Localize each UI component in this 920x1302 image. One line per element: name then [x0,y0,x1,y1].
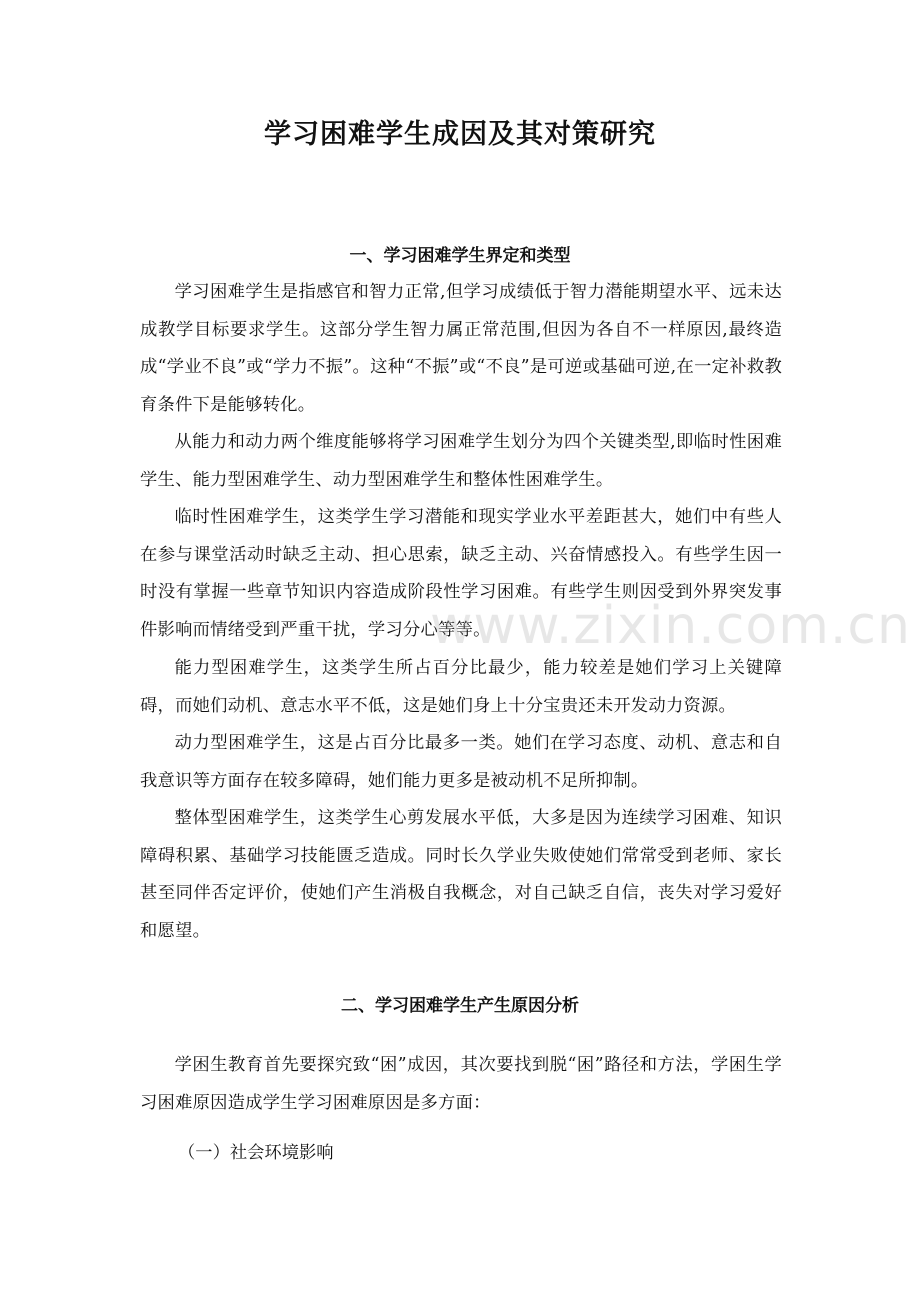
paragraph: 学习困难学生是指感官和智力正常,但学习成绩低于智力潜能期望水平、远未达成教学目标要求学生。这部分学生智力属正常范围,但因为各自不一样原因,最终造成“学业不良”或“学力不振”。这种“不振”或“不良”是可逆或基础可逆,在一定补救教育条件下是能够转化。 [140,282,782,415]
paragraph: 从能力和动力两个维度能够将学习困难学生划分为四个关键类型,即临时性困难学生、能力型困难学生、动力型困难学生和整体性困难学生。 [140,432,782,490]
document-title: 学习困难学生成因及其对策研究 [264,119,656,150]
section-heading-1: 一、学习困难学生界定和类型 [349,246,571,266]
paragraph: 整体型困难学生，这类学生心剪发展水平低，大多是因为连续学习困难、知识障碍积累、基础学习技能匮乏造成。同时长久学业失败使她们常常受到老师、家长甚至同伴否定评价，使她们产生消极自我概念，对自己缺乏自信，丧失对学习爱好和愿望。 [140,808,782,941]
subsection-heading: （一）社会环境影响 [178,1143,334,1163]
watermark: www.zixin.com.cn [430,596,911,656]
paragraph: 学困生教育首先要探究致“困”成因，其次要找到脱“困”路径和方法，学困生学习困难原因造成学生学习困难原因是多方面： [140,1055,782,1113]
section-heading-2: 二、学习困难学生产生原因分析 [341,996,579,1016]
paragraph: 临时性困难学生，这类学生学习潜能和现实学业水平差距甚大，她们中有些人在参与课堂活动时缺乏主动、担心思索，缺乏主动、兴奋情感投入。有些学生因一时没有掌握一些章节知识内容造成阶段性学习困难。有些学生则因受到外界突发事件影响而情绪受到严重干扰，学习分心等等。 [140,507,782,640]
paragraph: 动力型困难学生，这是占百分比最多一类。她们在学习态度、动机、意志和自我意识等方面存在较多障碍，她们能力更多是被动机不足所抑制。 [140,733,782,791]
paragraph: 能力型困难学生，这类学生所占百分比最少，能力较差是她们学习上关键障碍，而她们动机、意志水平不低，这是她们身上十分宝贵还未开发动力资源。 [140,658,782,716]
